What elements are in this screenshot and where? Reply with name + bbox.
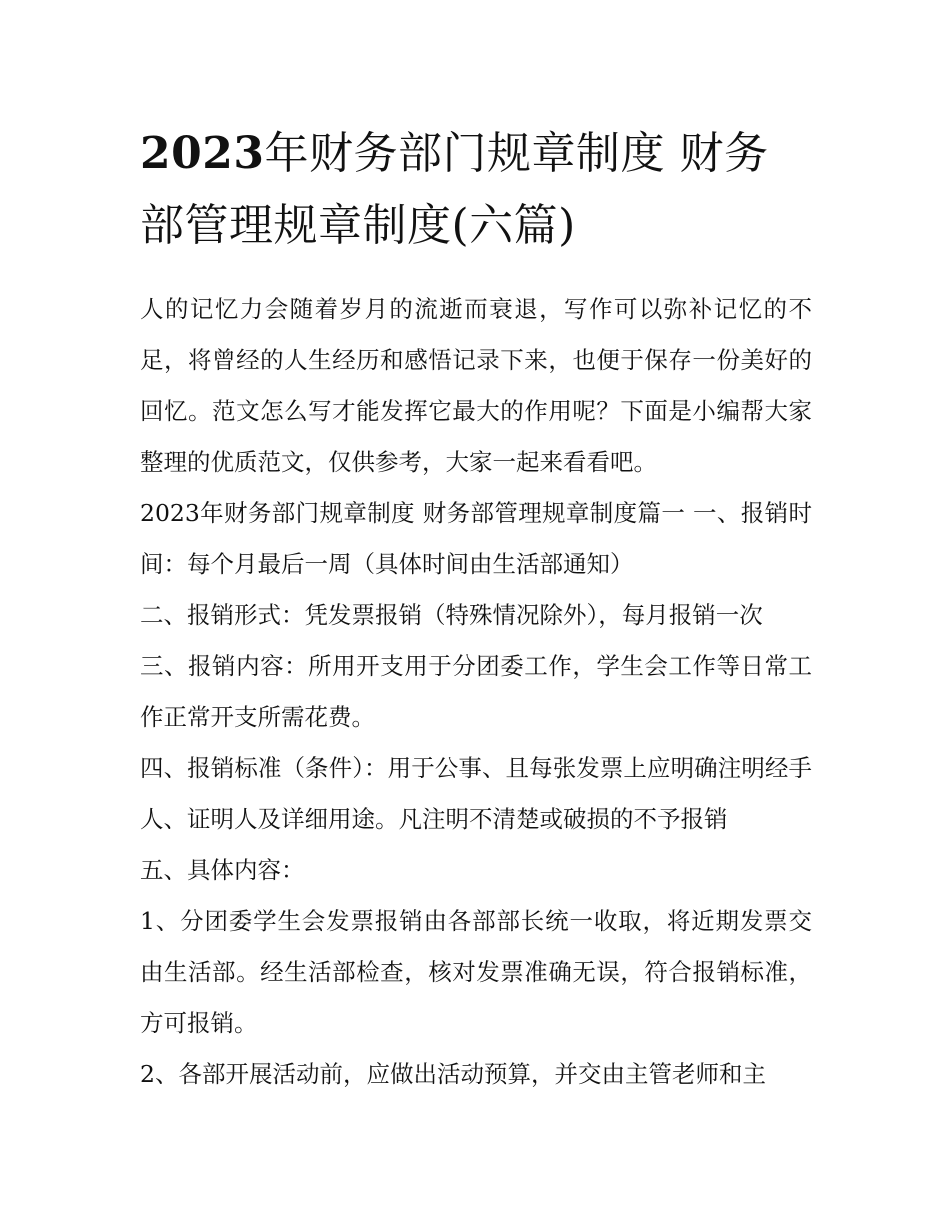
intro-paragraph: 人的记忆力会随着岁月的流逝而衰退，写作可以弥补记忆的不足，将曾经的人生经历和感悟记录下来，也便于保存一份美好的回忆。范文怎么写才能发挥它最大的作用呢？下面是小编帮大家整理的优质范文，仅供参考，大家一起来看看吧。 [140,295,812,476]
reimbursement-form-paragraph: 二、报销形式：凭发票报销（特殊情况除外），每月报销一次 [140,601,763,629]
document-body [140,284,812,1100]
reimbursement-content-paragraph: 三、报销内容：所用开支用于分团委工作，学生会工作等日常工作正常开支所需花费。 [140,652,812,731]
document-page [140,118,812,1100]
title-year: 2023 [140,128,265,179]
reimbursement-standard-paragraph: 四、报销标准（条件）：用于公事、且每张发票上应明确注明经手人、证明人及详细用途。凡注明不清楚或破损的不予报销 [140,754,812,833]
title-text: 年财务部门规章制度 财务部管理规章制度(六篇) [140,128,769,251]
item-one-paragraph: 1、分团委学生会发票报销由各部部长统一收取，将近期发票交由生活部。经生活部检查，核对发票准确无误，符合报销标准，方可报销。 [140,907,812,1037]
specific-content-heading: 五、具体内容： [140,856,305,884]
document-title [140,118,812,262]
item-two-paragraph: 2、各部开展活动前，应做出活动预算，并交由主管老师和主 [140,1060,766,1088]
section-one-paragraph: 2023年财务部门规章制度 财务部管理规章制度篇一 一、报销时间：每个月最后一周（具体时间由生活部通知） [140,499,812,578]
